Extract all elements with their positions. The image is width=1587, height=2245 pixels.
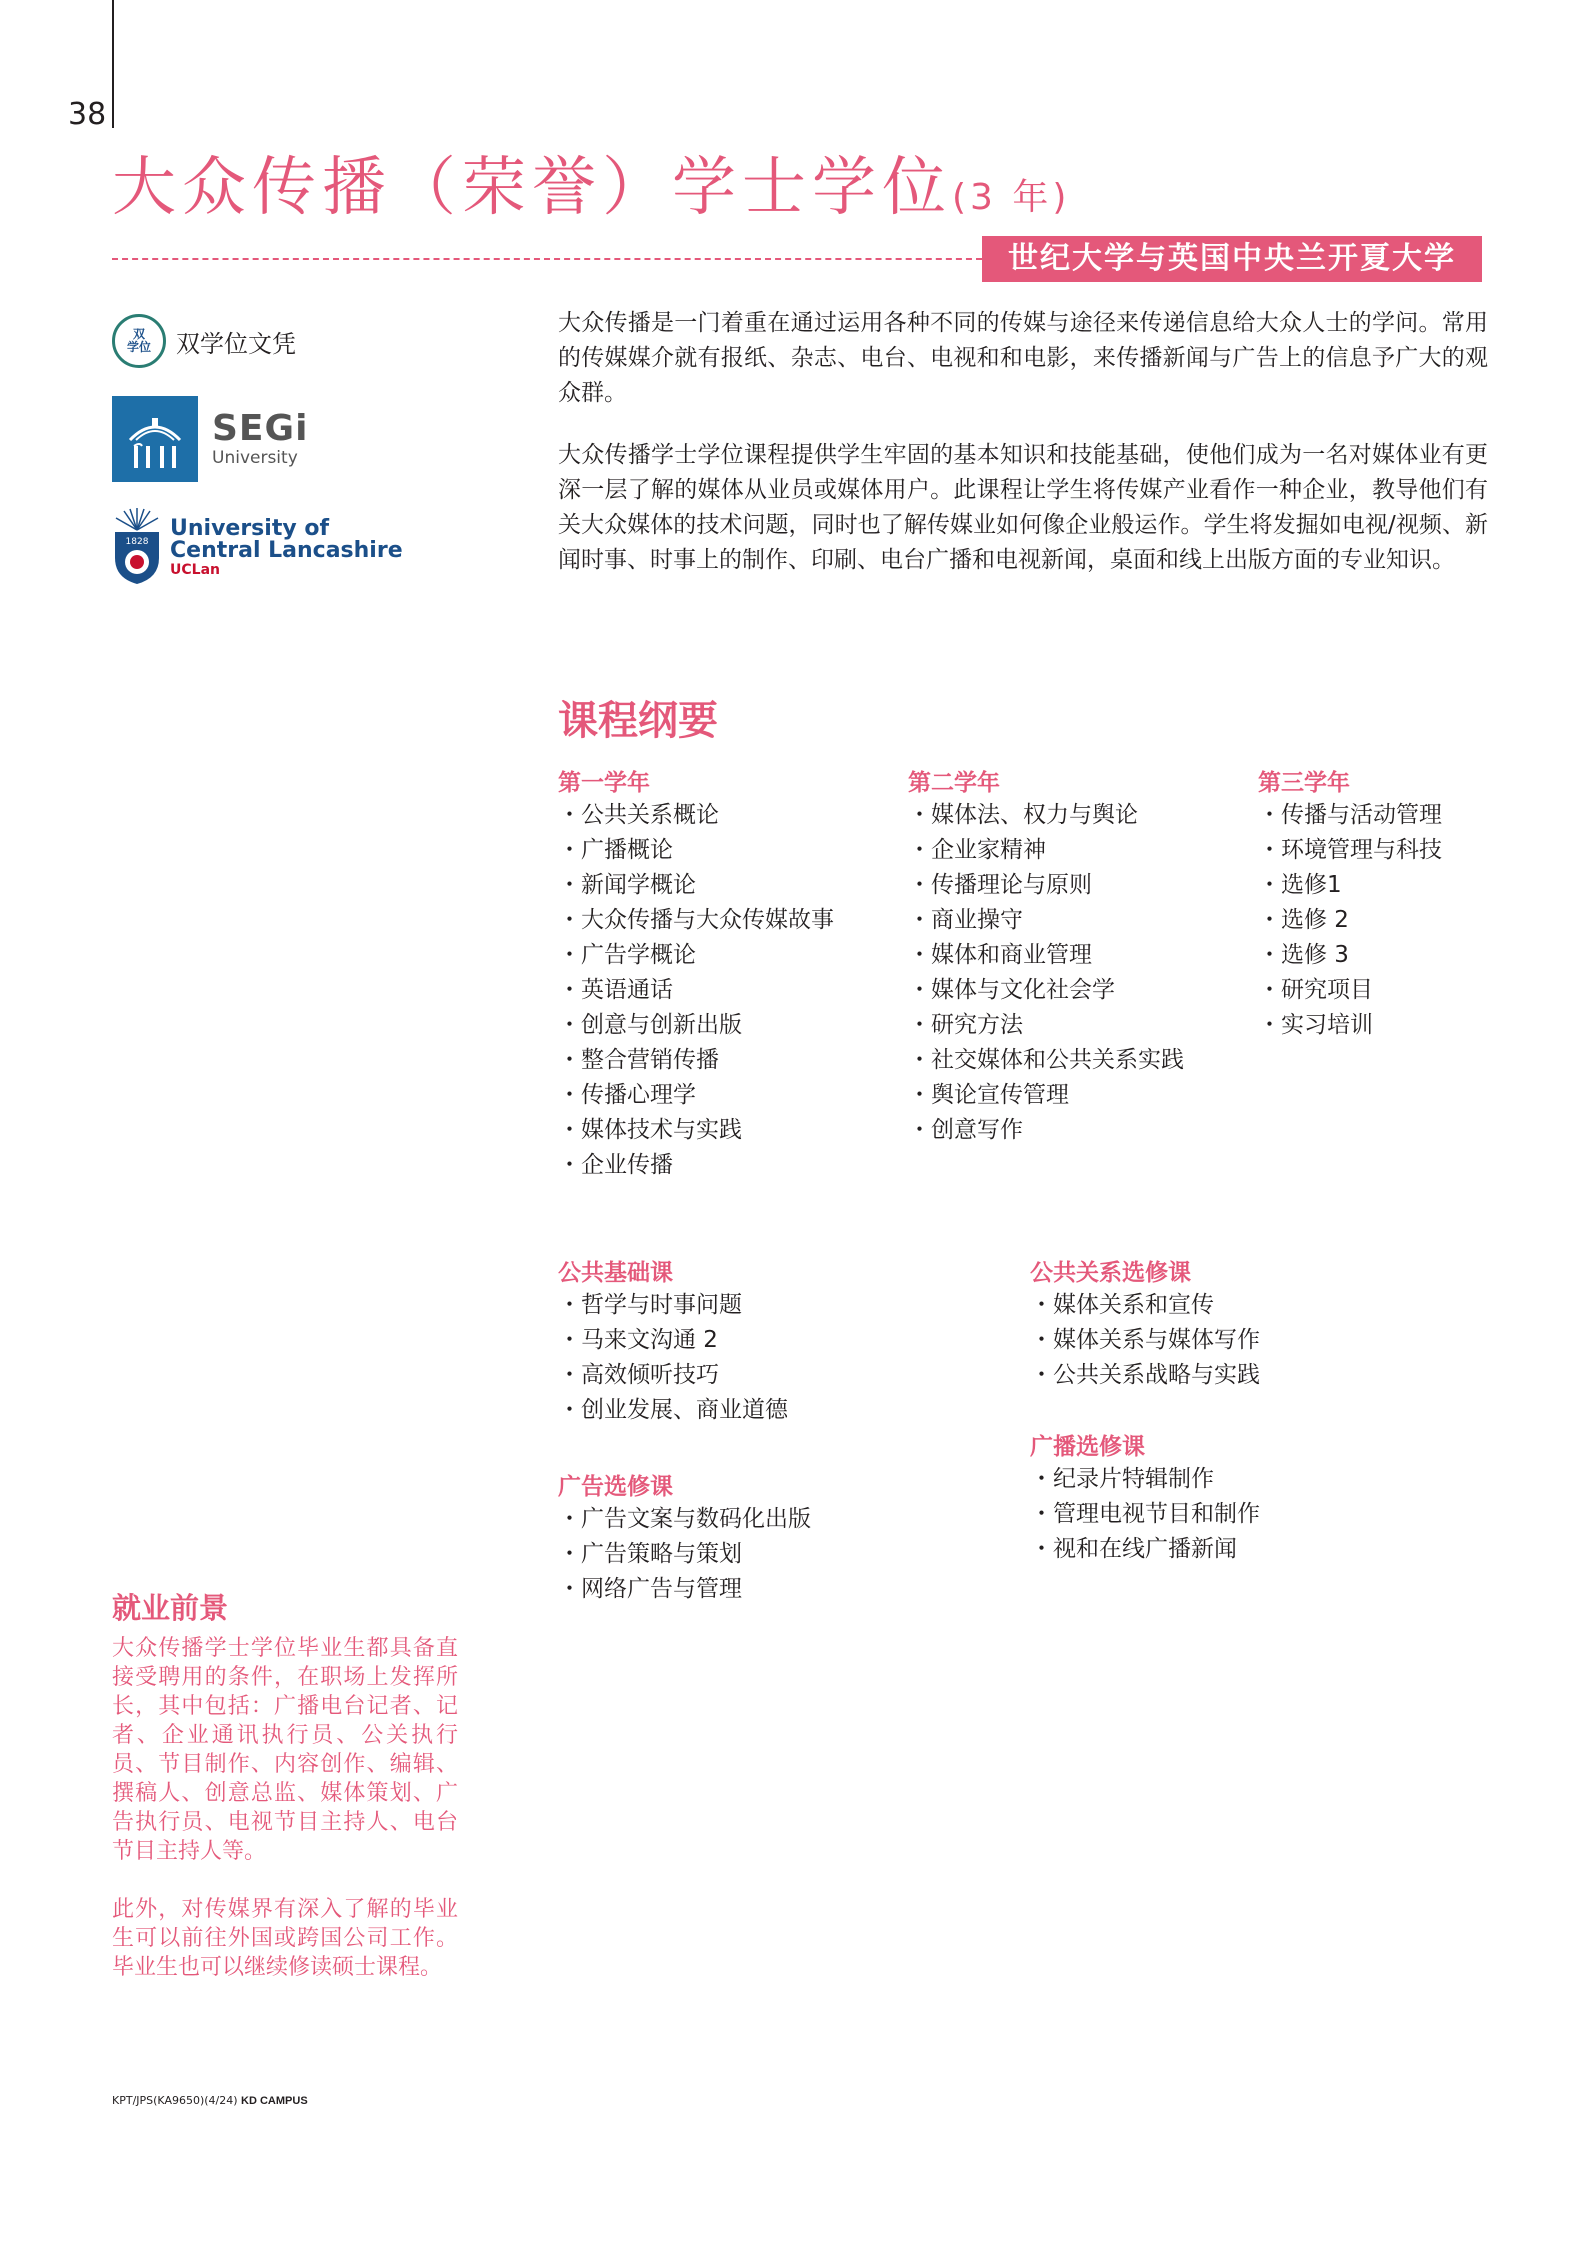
list-item: ・ 高效倾听技巧 — [558, 1358, 788, 1393]
list-item: ・ 媒体和商业管理 — [908, 938, 1184, 973]
list-item: ・ 哲学与时事问题 — [558, 1288, 788, 1323]
margin-rule — [112, 0, 114, 128]
ad-electives-column — [558, 1472, 811, 1607]
uclan-abbr: UCLan — [170, 562, 220, 578]
syllabus-heading: 课程纲要 — [558, 698, 718, 744]
footer-brand: KD CAMPUS — [241, 2095, 308, 2107]
segi-logo — [112, 396, 308, 482]
year1-heading: 第一学年 — [558, 770, 650, 796]
list-item: ・ 广告学概论 — [558, 938, 834, 973]
list-item: ・ 媒体法、权力与舆论 — [908, 798, 1184, 833]
list-item: ・ 视和在线广播新闻 — [1030, 1532, 1260, 1567]
page-number: 38 — [68, 97, 107, 132]
list-item: ・ 选修 2 — [1258, 903, 1442, 938]
footer-code: KPT/JPS(KA9650)(4/24) — [112, 2094, 238, 2107]
page-footer — [112, 2094, 308, 2108]
list-item: ・ 选修 3 — [1258, 938, 1442, 973]
uclan-line2: Central Lancashire — [170, 538, 403, 563]
list-item: ・ 研究项目 — [1258, 973, 1442, 1008]
list-item: ・ 企业家精神 — [908, 833, 1184, 868]
year2-heading: 第二学年 — [908, 770, 1000, 796]
badge-line2: 学位 — [126, 340, 151, 354]
uclan-logo — [112, 506, 403, 590]
list-item: ・ 管理电视节目和制作 — [1030, 1497, 1260, 1532]
page-title — [112, 148, 1070, 238]
year1-column — [558, 768, 834, 1183]
list-item: ・ 企业传播 — [558, 1148, 834, 1183]
list-item: ・ 马来文沟通 2 — [558, 1323, 788, 1358]
career-heading: 就业前景 — [112, 1591, 229, 1625]
mpu-column — [558, 1258, 788, 1428]
list-item: ・ 创意写作 — [908, 1113, 1184, 1148]
ad-electives-heading: 广告选修课 — [558, 1474, 673, 1500]
list-item: ・ 媒体关系与媒体写作 — [1030, 1323, 1260, 1358]
list-item: ・ 商业操守 — [908, 903, 1184, 938]
list-item: ・ 创业发展、商业道德 — [558, 1393, 788, 1428]
mpu-heading: 公共基础课 — [558, 1260, 673, 1286]
uclan-line1: University of — [170, 516, 330, 541]
list-item: ・ 公共关系战略与实践 — [1030, 1358, 1260, 1393]
list-item: ・ 传播心理学 — [558, 1078, 834, 1113]
segi-crest-icon — [112, 396, 198, 482]
list-item: ・ 英语通话 — [558, 973, 834, 1008]
list-item: ・ 新闻学概论 — [558, 868, 834, 903]
list-item: ・ 选修1 — [1258, 868, 1442, 903]
list-item: ・ 整合营销传播 — [558, 1043, 834, 1078]
list-item: ・ 传播与活动管理 — [1258, 798, 1442, 833]
uclan-year: 1828 — [125, 537, 149, 547]
list-item: ・ 研究方法 — [908, 1008, 1184, 1043]
career-paragraph: 大众传播学士学位毕业生都具备直接受聘用的条件，在职场上发挥所长，其中包括：广播电台记者、记者、企业通讯执行员、公关执行员、节目制作、内容创作、编辑、撰稿人、创意总监、媒体策划、广告执行员、电视节目主持人、电台节目主持人等。 — [112, 1636, 458, 1864]
list-item: ・ 实习培训 — [1258, 1008, 1442, 1043]
program-intro — [558, 306, 1488, 605]
broadcast-electives-heading: 广播选修课 — [1030, 1434, 1145, 1460]
dual-degree-label: 双学位文凭 — [176, 329, 296, 358]
year2-column — [908, 768, 1184, 1148]
intro-paragraph: 大众传播是一门着重在通过运用各种不同的传媒与途径来传递信息给大众人士的学问。常用的传媒媒介就有报纸、杂志、电台、电视和和电影，来传播新闻与广告上的信息予广大的观众群。 — [558, 310, 1488, 406]
university-banner: 世纪大学与英国中央兰开夏大学 — [982, 236, 1482, 282]
pr-electives-column — [1030, 1258, 1260, 1393]
list-item: ・ 广告策略与策划 — [558, 1537, 811, 1572]
segi-sub: University — [212, 448, 298, 468]
pr-electives-heading: 公共关系选修课 — [1030, 1260, 1191, 1286]
year3-column — [1258, 768, 1442, 1043]
list-item: ・ 公共关系概论 — [558, 798, 834, 833]
broadcast-electives-column — [1030, 1432, 1260, 1567]
title-years: (3 年) — [952, 177, 1071, 218]
list-item: ・ 大众传播与大众传媒故事 — [558, 903, 834, 938]
list-item: ・ 传播理论与原则 — [908, 868, 1184, 903]
list-item: ・ 纪录片特辑制作 — [1030, 1462, 1260, 1497]
uclan-wordmark — [170, 518, 403, 578]
title-main: 大众传播（荣誉）学士学位 — [112, 151, 952, 225]
uclan-crest-icon — [112, 506, 162, 590]
title-divider — [112, 258, 982, 260]
dual-degree-icon — [112, 314, 166, 368]
career-paragraph: 此外，对传媒界有深入了解的毕业生可以前往外国或跨国公司工作。毕业生也可以继续修读硕士课程。 — [112, 1897, 458, 1980]
segi-name: SEGi — [212, 408, 309, 449]
list-item: ・ 社交媒体和公共关系实践 — [908, 1043, 1184, 1078]
list-item: ・ 舆论宣传管理 — [908, 1078, 1184, 1113]
list-item: ・ 创意与创新出版 — [558, 1008, 834, 1043]
list-item: ・ 环境管理与科技 — [1258, 833, 1442, 868]
badge-line1: 双 — [132, 327, 145, 341]
list-item: ・ 媒体与文化社会学 — [908, 973, 1184, 1008]
list-item: ・ 媒体关系和宣传 — [1030, 1288, 1260, 1323]
career-prospects — [112, 1590, 458, 2011]
year3-heading: 第三学年 — [1258, 770, 1350, 796]
intro-paragraph: 大众传播学士学位课程提供学生牢固的基本知识和技能基础，使他们成为一名对媒体业有更深一层了解的媒体从业员或媒体用户。此课程让学生将传媒产业看作一种企业，教导他们有关大众媒体的技术问题，同时也了解传媒业如何像企业般运作。学生将发掘如电视/视频、新闻时事、时事上的制作、印刷、电台广播和电视新闻，桌面和线上出版方面的专业知识。 — [558, 442, 1488, 573]
list-item: ・ 网络广告与管理 — [558, 1572, 811, 1607]
list-item: ・ 广播概论 — [558, 833, 834, 868]
list-item: ・ 媒体技术与实践 — [558, 1113, 834, 1148]
dual-degree-badge — [112, 314, 296, 368]
segi-wordmark — [212, 410, 308, 468]
list-item: ・ 广告文案与数码化出版 — [558, 1502, 811, 1537]
